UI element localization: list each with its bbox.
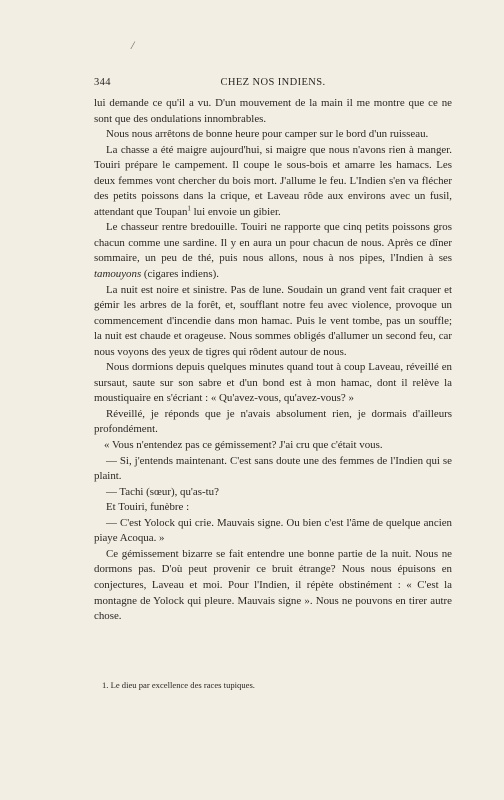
- dialogue-5: — C'est Yolock qui crie. Mauvais signe. Ou bien c'est l'âme de quelque ancien piaye Acoqua. »: [94, 516, 452, 545]
- paragraph-5: La nuit est noire et sinistre. Pas de lune. Soudain un grand vent fait craquer et gémir les arbres de la forêt, et, soufflant notre feu avec violence, provoque un commencement d'incendie dans mon hamac. Puis le vent tombe, pas un souffle; la nuit est chaude et orageuse. Nous sommes obligés d'allumer un second feu, car nous voyons des yeux de tigres qui rôdent autour de nous.: [94, 283, 452, 358]
- pencil-mark: /: [131, 38, 135, 52]
- dialogue-1: « Vous n'entendez pas ce gémissement? J'ai cru que c'était vous.: [104, 439, 383, 452]
- paragraph-3-tail: lui envoie un gibier.: [190, 205, 281, 218]
- footnote: 1. Le dieu par excellence des races tupiques.: [102, 680, 255, 690]
- dialogue-4: Et Touiri, funèbre :: [106, 501, 190, 514]
- paragraph-4-text: Le chasseur rentre bredouille. Touiri ne rapporte que cinq petits poissons gros chacun comme une sardine. Il y en aura un pour chacun de nous. Après ce dîner sommaire, un peu de thé, puis nous allons, nous à nos pipes, l'Indien à ses: [94, 221, 452, 265]
- body-text: [94, 96, 452, 625]
- paragraph-1: lui demande ce qu'il a vu. D'un mouvement de la main il me montre que ce ne sont que des ondulations innombrables.: [94, 97, 452, 125]
- page-number: 344: [94, 77, 111, 88]
- dialogue-3: — Tachi (sœur), qu'as-tu?: [106, 485, 219, 498]
- paragraph-3-text: La chasse a été maigre aujourd'hui, si maigre que nous n'avons rien à manger. Touiri prépare le campement. Il coupe le sous-bois et amarre les hamacs. Les deux femmes vont chercher du bois mort. J'allume le feu. L'Indien s'en va flécher des petits poissons dans la crique, et Laveau rôde aux environs avec un fusil, attendant que Toupan: [94, 143, 452, 218]
- running-title: CHEZ NOS INDIENS.: [220, 77, 326, 88]
- paragraph-4: [94, 220, 452, 282]
- dialogue-2: — Si, j'entends maintenant. C'est sans doute une des femmes de l'Indien qui se plaint.: [94, 454, 452, 483]
- paragraph-6: Nous dormions depuis quelques minutes quand tout à coup Laveau, réveillé en sursaut, saute sur son sabre et d'un bond est à mon hamac, dont il relève la moustiquaire en s'écriant : « Qu'avez-vous, qu'avez-vous? »: [94, 361, 452, 405]
- running-header: [94, 77, 452, 93]
- paragraph-7: Réveillé, je réponds que je n'avais absolument rien, je dormais d'ailleurs profondément.: [94, 407, 452, 436]
- paragraph-2: Nous nous arrêtons de bonne heure pour camper sur le bord d'un ruisseau.: [106, 128, 429, 141]
- paragraph-8: Ce gémissement bizarre se fait entendre une bonne partie de la nuit. Nous ne dormons pas. D'où peut provenir ce bruit étrange? Nous nous épuisons en conjectures, Laveau et moi. Pour l'Indien, il répète obstinément : « C'est la montagne de Yolock qui pleure. Mauvais signe ». Nous ne pouvons en tirer autre chose.: [94, 547, 452, 623]
- paragraph-4-italic-word: tamouyons: [94, 268, 142, 281]
- paragraph-4-tail: (cigares indiens).: [141, 268, 219, 281]
- footnote-reference: 1: [187, 204, 191, 213]
- paragraph-3: [94, 143, 452, 221]
